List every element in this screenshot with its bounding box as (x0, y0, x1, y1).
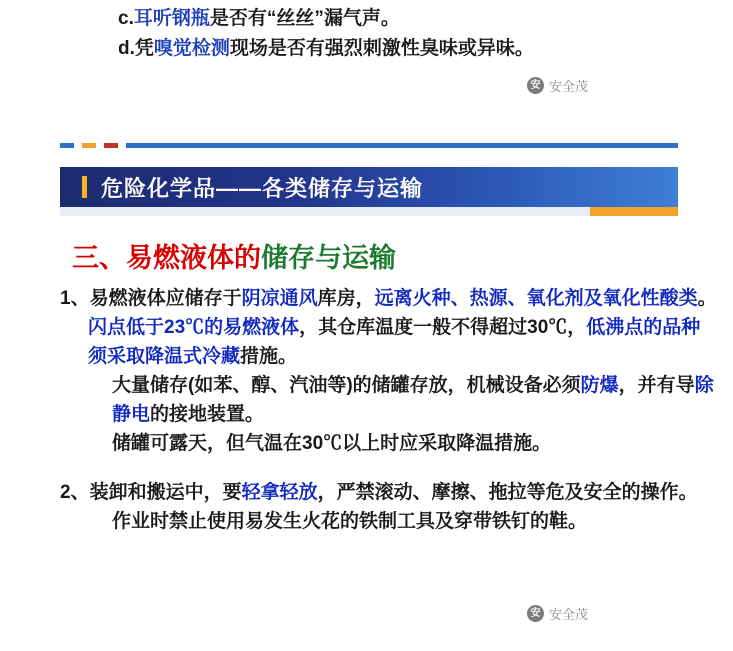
top-line-d-marker: d.凭 (118, 38, 154, 59)
para3-black3: 的接地装置。 (150, 404, 265, 425)
para2-black2: 措施。 (240, 346, 298, 367)
para5-black: 作业时禁止使用易发生火花的铁制工具及穿带铁钉的鞋。 (112, 511, 588, 532)
item1-lead-black: 1、易燃液体应储存于 (60, 288, 242, 309)
item1-lead-blue: 阴凉通风 (241, 288, 318, 309)
watermark-badge-icon: 安 (527, 605, 544, 622)
banner-tick-red (104, 143, 118, 148)
section-banner (60, 143, 678, 221)
paragraph-4 (0, 429, 733, 458)
para3-blue: 防爆 (580, 375, 619, 396)
paragraph-3 (0, 371, 733, 429)
para2-blue: 闪点低于23℃的易燃液体 (88, 317, 300, 338)
watermark-label: 安全茂 (549, 607, 589, 622)
banner-tick-orange (82, 143, 96, 148)
para2-black: ，其仓库温度一般不得超过30℃， (299, 317, 587, 338)
watermark-top (527, 76, 588, 95)
top-line-d-highlight: 嗅觉检测 (153, 38, 230, 59)
list-item-1 (0, 284, 733, 313)
paragraph-2 (0, 313, 733, 371)
banner-bar-container (60, 167, 678, 207)
top-line-c (0, 4, 733, 34)
top-line-c-highlight: 耳听钢瓶 (133, 8, 210, 29)
banner-underline-orange (590, 207, 678, 216)
para3-blue2: 除静电 (112, 375, 714, 425)
watermark-badge-icon: 安 (527, 77, 544, 94)
para4-black: 储罐可露天，但气温在30℃以上时应采取降温措施。 (112, 433, 552, 454)
top-line-c-rest: 是否有“丝丝”漏气声。 (209, 8, 400, 29)
item1-lead-black3: 。 (697, 288, 717, 309)
body-content (0, 284, 733, 536)
item2-lead-black: 2、装卸和搬运中，要 (60, 482, 242, 503)
item1-lead-black2: 库房， (317, 288, 375, 309)
item2-lead-blue: 轻拿轻放 (241, 482, 318, 503)
page-title-green: 储存与运输 (261, 243, 396, 273)
banner-title: 危险化学品——各类储存与运输 (101, 175, 424, 201)
top-line-d-rest: 现场是否有强烈刺激性臭味或异味。 (229, 38, 534, 59)
paragraph-5 (0, 507, 733, 536)
para2-blue2: 低沸点的品种须采取降温式冷藏 (88, 317, 701, 367)
watermark-label: 安全茂 (549, 79, 589, 94)
para3-black2: ，并有导 (618, 375, 695, 396)
list-item-2 (0, 478, 733, 507)
page-title (72, 236, 396, 275)
item2-lead-black2: ，严禁滚动、摩擦、拖拉等危及安全的操作。 (317, 482, 698, 503)
para3-black: 大量储存(如苯、醇、汽油等)的储罐存放，机械设备必须 (112, 375, 581, 396)
top-text-block (0, 0, 733, 64)
page-title-red: 三、易燃液体的 (72, 243, 261, 273)
banner-tick-blue-2 (126, 143, 678, 148)
watermark-bottom (527, 604, 588, 623)
banner-accent-mark (82, 176, 87, 198)
top-line-d (0, 34, 733, 64)
banner-tick-blue-1 (60, 143, 74, 148)
banner-tick-row (60, 143, 678, 148)
item1-lead-blue2: 远离火种、热源、氧化剂及氧化性酸类 (374, 288, 698, 309)
top-line-c-marker: c. (118, 8, 134, 29)
banner-underline-light (60, 207, 590, 216)
